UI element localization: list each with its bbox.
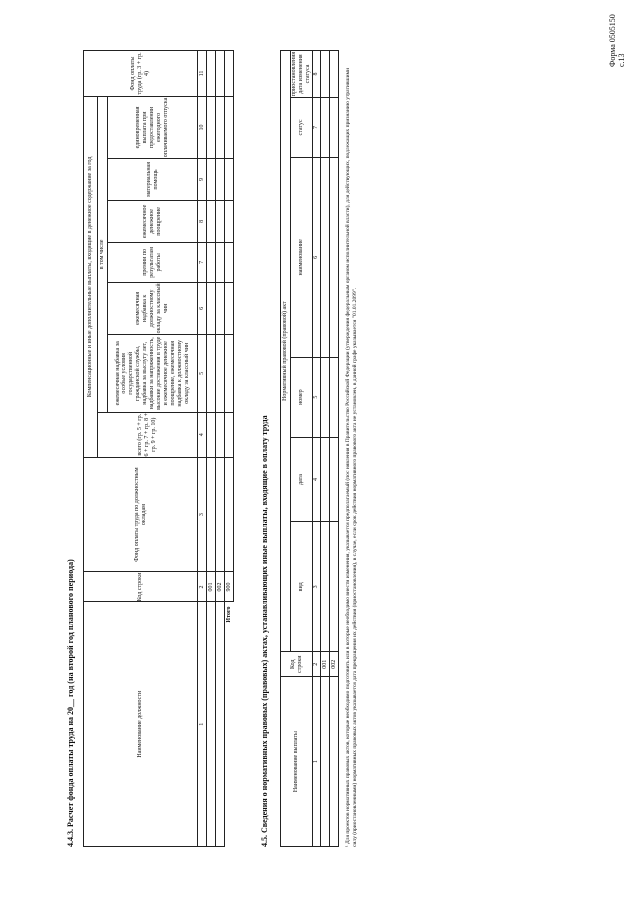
header-row-code: Код строки: [84, 572, 198, 602]
header-col5: ежемесячная надбавка за особые условия государственной гражданской службы, надбавка за выслугу лет, надбавки за напряженность, высокие достижения в труде и ежемесячное денежное поощрение, ежемесячная надбавка к должностному окладу за классный чин: [108, 334, 198, 412]
col-number: 3: [313, 522, 321, 652]
col-number: 9: [198, 158, 207, 200]
total-value-cell[interactable]: [225, 158, 234, 200]
col-number: 4: [313, 437, 321, 522]
value-cell[interactable]: [330, 522, 339, 652]
header-col7: премии по результатам работы: [108, 242, 198, 282]
header-col10: единовременная выплата при предоставлении ежегодного оплачиваемого отпуска: [108, 97, 198, 159]
total-label: Итого: [225, 606, 232, 623]
header-status: статус: [291, 98, 313, 158]
total-value-cell[interactable]: [225, 200, 234, 242]
header-number: номер: [291, 357, 313, 437]
row-code-cell: 001: [207, 572, 216, 602]
col-number: 2: [198, 572, 207, 602]
value-cell[interactable]: [321, 157, 330, 357]
total-value-cell[interactable]: [225, 457, 234, 572]
value-cell[interactable]: [207, 51, 216, 97]
col-number: 1: [313, 677, 321, 847]
column-numbers-row: [313, 51, 321, 847]
value-cell[interactable]: [207, 158, 216, 200]
header-position-name: Наименование должности: [84, 602, 198, 847]
header-compensation-group: Компенсационные и иные дополнительные выплаты, входящие в денежное содержание за год: [84, 97, 98, 458]
column-numbers-row: [198, 51, 207, 847]
value-cell[interactable]: [207, 457, 216, 572]
col-number: 5: [313, 357, 321, 437]
position-name-cell[interactable]: [207, 602, 216, 847]
header-fund-total: Фонд оплаты труда (гр. 3 + гр. 4): [84, 51, 198, 97]
value-cell[interactable]: [216, 51, 225, 97]
row-code-cell: 002: [216, 572, 225, 602]
payment-name-cell[interactable]: [321, 677, 330, 847]
value-cell[interactable]: [207, 412, 216, 457]
value-cell[interactable]: [330, 98, 339, 158]
value-cell[interactable]: [216, 334, 225, 412]
value-cell[interactable]: [207, 242, 216, 282]
col-number: 4: [198, 412, 207, 457]
value-cell[interactable]: [216, 457, 225, 572]
value-cell[interactable]: [207, 200, 216, 242]
header-name: наименование: [291, 157, 313, 357]
row-code-cell: 002: [330, 652, 339, 677]
col-number: 10: [198, 97, 207, 159]
value-cell[interactable]: [216, 158, 225, 200]
col-number: 5: [198, 334, 207, 412]
value-cell[interactable]: [330, 51, 339, 98]
table-row: [216, 51, 225, 847]
table-row: [330, 51, 339, 847]
total-row: [225, 51, 234, 847]
value-cell[interactable]: [216, 282, 225, 334]
header-act-group: Нормативный правовой (правовой) акт: [281, 51, 291, 652]
col-number: 1: [198, 602, 207, 847]
table-row: [207, 51, 216, 847]
header-row-code: Код строки: [281, 652, 313, 677]
col-number: 8: [313, 51, 321, 98]
col-number: 8: [198, 200, 207, 242]
salary-fund-table: [83, 50, 234, 847]
header-suspension-date: приостановления дата изменения статуса: [291, 51, 311, 97]
value-cell[interactable]: [321, 437, 330, 522]
total-value-cell[interactable]: [225, 334, 234, 412]
header-fund-by-salary: Фонд оплаты труда по должностным окладам: [84, 457, 198, 572]
value-cell[interactable]: [207, 97, 216, 159]
section-title-salary-fund: 4.4.3. Расчет фонда оплаты труда на 20__ год (на второй год планового периода): [66, 559, 75, 847]
header-col6: ежемесячная надбавка к должностному окладу за классный чин: [108, 282, 198, 334]
header-total: всего (гр. 5 + гр. 6 + гр. 7 + гр. 8 + гр. 9 + гр. 10): [98, 412, 198, 457]
footnote: ¹ Для проектов нормативных правовых актов, которые необходимо подготовить или в которые необходимо внести изменения, указывается предполагаемый (пос нявления в Правительство Российской Федерации (утверждения федеральным органом исполнительной власти), для действующих, подлежащих признанию утратившими силу (приостановленными) нормативных правовых актов указывается дата прекращения их действия (приостановления), в случае, если срок действия нормативного правового акта не установлен, в данной графе указывается "01.01.2099".: [345, 67, 359, 847]
header-including: в том числе: [98, 97, 108, 413]
total-value-cell[interactable]: [225, 412, 234, 457]
col-number: 7: [313, 98, 321, 158]
header-col8: ежемесячное денежное поощрение: [108, 200, 198, 242]
col-number: 6: [198, 282, 207, 334]
total-code: 900: [225, 572, 234, 602]
total-value-cell[interactable]: [225, 51, 234, 97]
value-cell[interactable]: [216, 242, 225, 282]
value-cell[interactable]: [321, 98, 330, 158]
value-cell[interactable]: [321, 51, 330, 98]
value-cell[interactable]: [207, 282, 216, 334]
value-cell[interactable]: [216, 412, 225, 457]
value-cell[interactable]: [330, 357, 339, 437]
value-cell[interactable]: [330, 437, 339, 522]
legal-acts-table: [280, 50, 339, 847]
col-number: 2: [313, 652, 321, 677]
col-number: 3: [198, 457, 207, 572]
value-cell[interactable]: [207, 334, 216, 412]
position-name-cell[interactable]: [216, 602, 225, 847]
header-date: дата: [291, 437, 313, 522]
payment-name-cell[interactable]: [330, 677, 339, 847]
value-cell[interactable]: [321, 357, 330, 437]
value-cell[interactable]: [216, 200, 225, 242]
total-value-cell[interactable]: [225, 97, 234, 159]
header-col9: материальная помощь: [108, 158, 198, 200]
header-kind: вид: [291, 522, 313, 652]
section-title-legal-acts: 4.5. Сведения о нормативных правовых (правовых) актах, устанавливающих иные выплаты, входящие в оплату труда: [260, 415, 269, 847]
col-number: 6: [313, 157, 321, 357]
row-code-cell: 001: [321, 652, 330, 677]
col-number: 7: [198, 242, 207, 282]
total-value-cell[interactable]: [225, 282, 234, 334]
col-number: 11: [198, 51, 207, 97]
total-value-cell[interactable]: [225, 242, 234, 282]
value-cell[interactable]: [330, 157, 339, 357]
value-cell[interactable]: [321, 522, 330, 652]
form-code: Форма 0505150 с.13: [608, 14, 626, 67]
header-payment-name: Наименование выплаты: [281, 677, 313, 847]
value-cell[interactable]: [216, 97, 225, 159]
table-row: [321, 51, 330, 847]
